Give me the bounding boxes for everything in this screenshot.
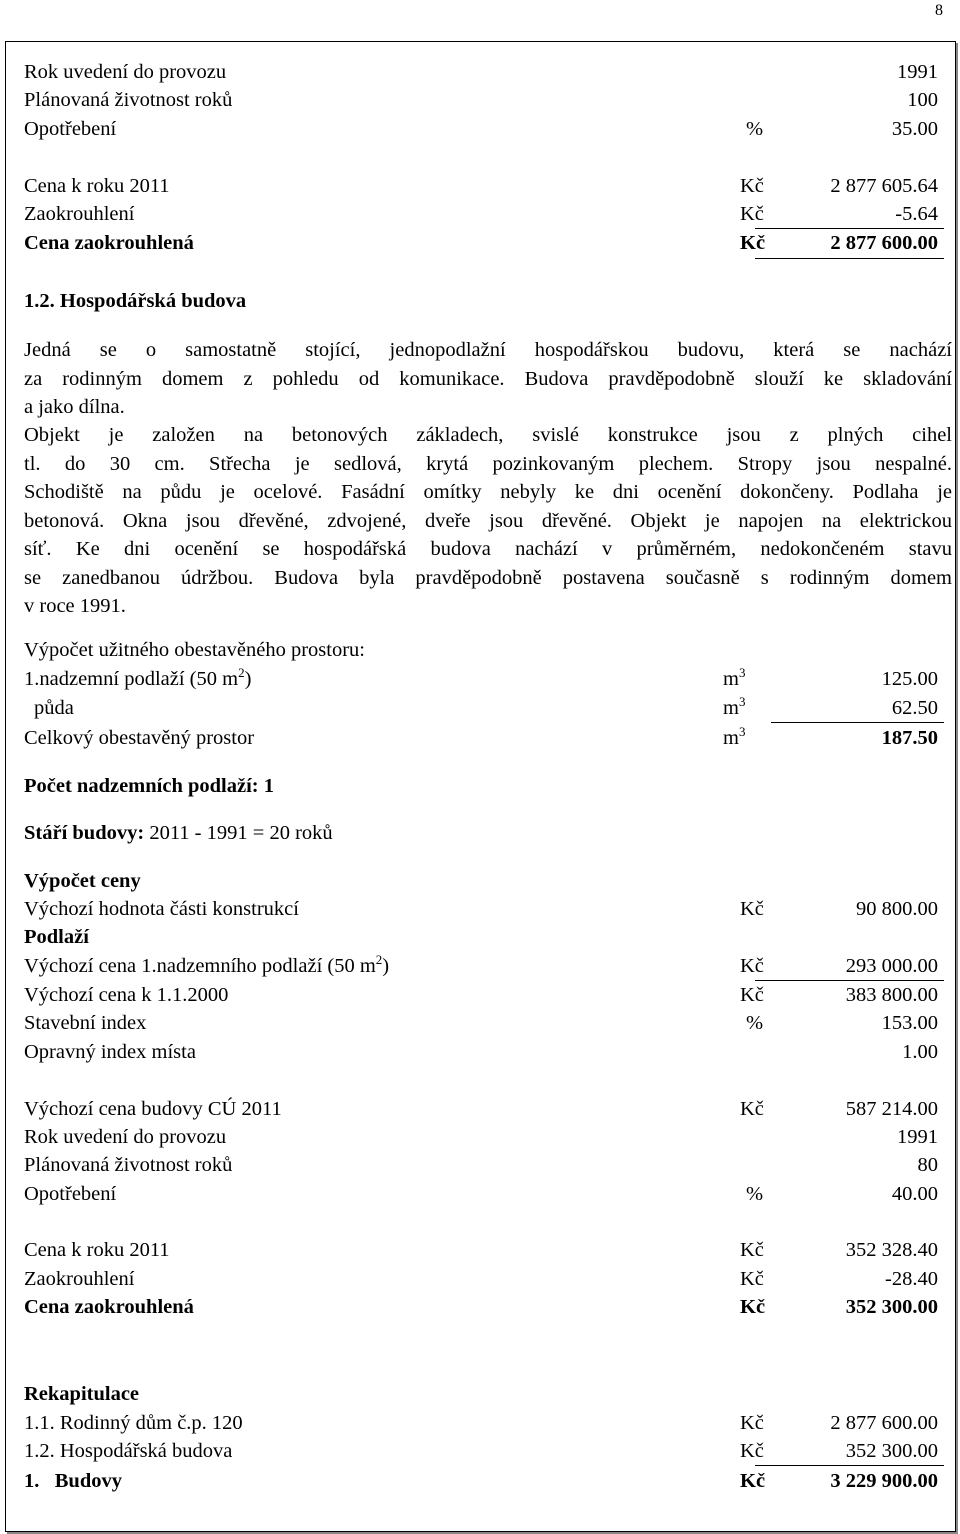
- row-value: 100: [907, 89, 938, 111]
- row-value: 352 300.00: [845, 1440, 938, 1462]
- row-value: 40.00: [891, 1183, 938, 1205]
- row-label: Plánovaná životnost roků: [24, 1154, 233, 1176]
- row-value: -28.40: [885, 1268, 938, 1290]
- recap-row-farm-building: [24, 1438, 944, 1464]
- row-label: 1.nadzemní podlaží (50 $m^2$): [24, 665, 252, 690]
- row-value: 187.50: [881, 727, 938, 749]
- row-value: 2 877 605.64: [830, 175, 938, 197]
- row-label: 1.2. Hospodářská budova: [24, 1440, 233, 1462]
- paragraph-line: za rodinným domem z pohledu od komunikace. Budova pravděpodobně slouží ke skladování: [24, 367, 952, 390]
- price-row-location-index: [24, 1039, 944, 1065]
- row-unit: Kč: [740, 898, 764, 920]
- row-value: 383 800.00: [845, 984, 938, 1006]
- price-title-text: Výpočet ceny: [24, 870, 141, 892]
- paragraph-line: betonová. Okna jsou dřevěné, zdvojené, dveře jsou dřevěné. Objekt je napojen na elektrickou: [24, 509, 952, 532]
- price-row-rounded: [24, 1294, 944, 1320]
- row-unit: $m^3$: [723, 724, 746, 749]
- recap-row-total: [24, 1468, 944, 1494]
- row-value: 2 877 600.00: [830, 232, 938, 254]
- row-unit: Kč: [740, 1268, 764, 1290]
- top-row-rounded-price: [24, 230, 944, 256]
- volume-title-text: Výpočet užitného obestavěného prostoru:: [24, 639, 366, 661]
- price-row-rounding: [24, 1266, 944, 1292]
- paragraph-line: Schodiště na půdu je ocelové. Fasádní omítky nebyly ke dni ocenění dokončeny. Podlaha je: [24, 481, 952, 503]
- row-unit: %: [746, 118, 764, 140]
- row-label: Cena zaokrouhlená: [24, 1296, 194, 1318]
- paragraph-line: v roce 1991.: [24, 595, 126, 617]
- volume-row-total: [24, 725, 944, 751]
- row-value: 62.50: [891, 697, 938, 719]
- row-label: Rok uvedení do provozu: [24, 61, 227, 83]
- paragraph-line: se zanedbanou údržbou. Budova byla pravděpodobně postavena současně s rodinným domem: [24, 566, 952, 589]
- top-row-rounding: [24, 201, 944, 227]
- row-label: Opotřebení: [24, 1183, 117, 1205]
- document-frame: [5, 41, 956, 1532]
- row-value: 153.00: [881, 1012, 938, 1034]
- price-row-wear: [24, 1181, 944, 1207]
- paragraph-line: tl. do 30 cm. Střecha je sedlová, krytá pozinkovaným plechem. Stropy jsou nespalné.: [24, 452, 952, 475]
- paragraph-line: Jedná se o samostatně stojící, jednopodlažní hospodářskou budovu, která se nachází: [24, 339, 952, 361]
- sum-rule: [771, 722, 944, 723]
- building-age: [24, 820, 944, 846]
- row-unit: Kč: [740, 984, 764, 1006]
- row-label: Výchozí cena 1.nadzemního podlaží (50 $m^2$): [24, 952, 390, 977]
- row-label: Zaokrouhlení: [24, 1268, 135, 1290]
- row-unit: $m^3$: [723, 694, 746, 719]
- row-unit: Kč: [740, 203, 764, 225]
- price-row-price-2011: [24, 1237, 944, 1263]
- row-value: 35.00: [891, 118, 938, 140]
- floor-count: [24, 773, 944, 799]
- row-label: Cena k roku 2011: [24, 175, 170, 197]
- row-label: Opravný index místa: [24, 1041, 196, 1063]
- row-value: 90 800.00: [856, 898, 938, 920]
- row-unit: %: [746, 1183, 764, 1205]
- row-value: 587 214.00: [845, 1098, 938, 1120]
- total-rule: [755, 258, 944, 259]
- row-label: Celkový obestavěný prostor: [24, 727, 255, 749]
- row-value: 1991: [897, 61, 938, 83]
- sum-rule: [755, 1465, 944, 1466]
- section-heading-text: 1.2. Hospodářská budova: [24, 290, 247, 312]
- floors-heading: [24, 924, 944, 950]
- description-paragraph-1: [24, 336, 952, 422]
- row-label: Výchozí hodnota části konstrukcí: [24, 898, 299, 920]
- row-value: 125.00: [881, 668, 938, 690]
- page-number: 8: [935, 2, 943, 19]
- row-label: Cena k roku 2011: [24, 1239, 170, 1261]
- row-unit: Kč: [740, 1239, 764, 1261]
- top-row-price: [24, 173, 944, 199]
- volume-title: [24, 637, 944, 663]
- row-label: Výchozí cena budovy CÚ 2011: [24, 1098, 282, 1120]
- recap-title: [24, 1381, 944, 1407]
- row-unit: Kč: [740, 175, 764, 197]
- row-unit: Kč: [740, 232, 766, 254]
- row-label: Opotřebení: [24, 118, 117, 140]
- row-label: půda: [34, 697, 74, 719]
- row-label: Cena zaokrouhlená: [24, 232, 194, 254]
- row-label: Výchozí cena k 1.1.2000: [24, 984, 229, 1006]
- row-unit: Kč: [740, 1098, 764, 1120]
- top-row-lifetime: [24, 87, 944, 113]
- row-label: Plánovaná životnost roků: [24, 89, 233, 111]
- row-unit: $m^3$: [723, 665, 746, 690]
- price-row-2000: [24, 982, 944, 1008]
- row-label: 1. Budovy: [24, 1470, 122, 1492]
- row-unit: Kč: [740, 1412, 764, 1434]
- price-row-base: [24, 896, 944, 922]
- floor-count-text: Počet nadzemních podlaží: 1: [24, 775, 274, 797]
- row-value: 3 229 900.00: [830, 1470, 938, 1492]
- row-value: 2 877 600.00: [830, 1412, 938, 1434]
- top-row-year: [24, 59, 944, 85]
- row-label: Zaokrouhlení: [24, 203, 135, 225]
- row-value: 352 300.00: [845, 1296, 938, 1318]
- volume-row-floor: [24, 666, 944, 692]
- price-row-index: [24, 1010, 944, 1036]
- row-label: Rok uvedení do provozu: [24, 1126, 227, 1148]
- recap-title-text: Rekapitulace: [24, 1383, 140, 1405]
- price-row-building-2011: [24, 1096, 944, 1122]
- row-value: -5.64: [895, 203, 938, 225]
- row-unit: Kč: [740, 1440, 764, 1462]
- paragraph-line: Objekt je založen na betonových základech, svislé konstrukce jsou z plných cihel: [24, 424, 952, 446]
- row-unit: Kč: [740, 955, 764, 977]
- section-heading: [24, 288, 944, 314]
- row-value: 352 328.40: [845, 1239, 938, 1261]
- sum-rule: [755, 980, 944, 981]
- top-row-wear: [24, 116, 944, 142]
- building-age-text: Stáří budovy: 2011 - 1991 = 20 roků: [24, 822, 333, 844]
- floors-heading-text: Podlaží: [24, 926, 89, 948]
- row-value: 293 000.00: [845, 955, 938, 977]
- row-value: 80: [917, 1154, 938, 1176]
- row-unit: Kč: [740, 1296, 766, 1318]
- row-label: Stavební index: [24, 1012, 147, 1034]
- price-title: [24, 868, 944, 894]
- description-paragraph-2: [24, 421, 952, 621]
- volume-row-attic: [24, 695, 944, 721]
- paragraph-line: síť. Ke dni ocenění se hospodářská budova nachází v průměrném, nedokončeném stavu: [24, 538, 952, 560]
- price-row-year: [24, 1124, 944, 1150]
- row-value: 1.00: [902, 1041, 938, 1063]
- sum-rule: [755, 228, 944, 229]
- price-row-floor: [24, 953, 944, 979]
- row-unit: %: [746, 1012, 764, 1034]
- paragraph-line: a jako dílna.: [24, 396, 125, 418]
- recap-row-house: [24, 1410, 944, 1436]
- price-row-lifetime: [24, 1152, 944, 1178]
- row-value: 1991: [897, 1126, 938, 1148]
- row-label: 1.1. Rodinný dům č.p. 120: [24, 1412, 243, 1434]
- row-unit: Kč: [740, 1470, 766, 1492]
